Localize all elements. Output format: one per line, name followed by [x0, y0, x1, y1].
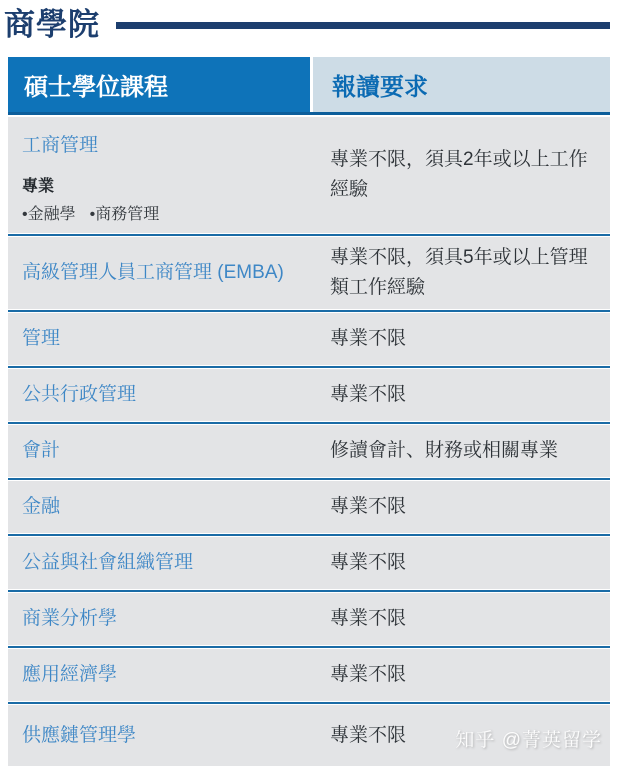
program-cell — [8, 327, 330, 351]
program-note — [22, 173, 330, 224]
table-row — [8, 117, 610, 233]
requirement-cell — [330, 548, 610, 578]
watermark: 知乎 @菁英留学 — [455, 730, 602, 751]
program-cell — [8, 663, 330, 687]
requirement-text: 專業不限 — [330, 496, 407, 517]
row-separator — [8, 366, 610, 368]
program-cell — [8, 495, 330, 519]
program-name: 公共行政管理 — [22, 384, 137, 405]
program-name: 管理 — [22, 328, 61, 349]
requirement-text: 專業不限 — [330, 552, 407, 573]
requirement-text: 專業不限，須具2年或以上工作經驗 — [330, 149, 588, 200]
program-name: 會計 — [22, 440, 61, 461]
row-separator — [8, 422, 610, 424]
program-cell — [8, 261, 330, 285]
table-row — [8, 425, 610, 477]
table-row — [8, 481, 610, 533]
program-cell — [8, 439, 330, 463]
note-label: 專業 — [22, 178, 55, 195]
note-item: •商務管理 — [89, 206, 160, 223]
programs-table — [8, 57, 610, 766]
program-name: 供應鏈管理學 — [22, 724, 137, 746]
page-title: 商學院 — [4, 6, 100, 42]
table-row — [8, 649, 610, 701]
table-row — [8, 369, 610, 421]
program-cell — [8, 724, 330, 748]
requirement-text: 專業不限 — [330, 724, 407, 746]
requirement-text: 專業不限 — [330, 328, 407, 349]
requirement-cell — [330, 604, 610, 634]
row-separator — [8, 234, 610, 236]
program-name: 應用經濟學 — [22, 664, 118, 685]
header-bottom-rule — [8, 112, 610, 115]
program-name: 商業分析學 — [22, 608, 118, 629]
column-header-requirements: 報讀要求 — [313, 57, 610, 112]
requirement-text: 專業不限 — [330, 384, 407, 405]
program-name: 公益與社會組織管理 — [22, 552, 194, 573]
note-items — [22, 201, 330, 224]
note-item: •金融學 — [22, 206, 76, 223]
requirement-cell — [330, 145, 610, 205]
program-name: 高級管理人員工商管理 (EMBA) — [22, 262, 284, 283]
requirement-text: 修讀會計、財務或相關專業 — [330, 440, 559, 461]
requirement-cell — [330, 660, 610, 690]
row-separator — [8, 702, 610, 704]
program-cell — [8, 607, 330, 631]
column-header-programs: 碩士學位課程 — [8, 57, 310, 112]
requirement-cell — [330, 436, 610, 466]
table-row — [8, 313, 610, 365]
requirement-cell — [330, 380, 610, 410]
requirement-text: 專業不限，須具5年或以上管理類工作經驗 — [330, 247, 588, 298]
masthead — [0, 0, 617, 46]
program-cell — [8, 383, 330, 407]
program-name: 工商管理 — [22, 135, 99, 156]
table-row — [8, 237, 610, 309]
row-separator — [8, 590, 610, 592]
row-separator — [8, 478, 610, 480]
table-header — [8, 57, 610, 112]
requirement-text: 專業不限 — [330, 608, 407, 629]
program-name: 金融 — [22, 496, 61, 517]
table-body — [8, 117, 610, 766]
table-row — [8, 593, 610, 645]
table-row — [8, 537, 610, 589]
program-cell — [8, 551, 330, 575]
row-separator — [8, 646, 610, 648]
row-separator — [8, 310, 610, 312]
program-cell — [8, 117, 330, 224]
title-rule — [116, 22, 610, 29]
requirement-cell — [330, 243, 610, 303]
requirement-cell — [330, 492, 610, 522]
requirement-text: 專業不限 — [330, 664, 407, 685]
requirement-cell — [330, 324, 610, 354]
row-separator — [8, 534, 610, 536]
